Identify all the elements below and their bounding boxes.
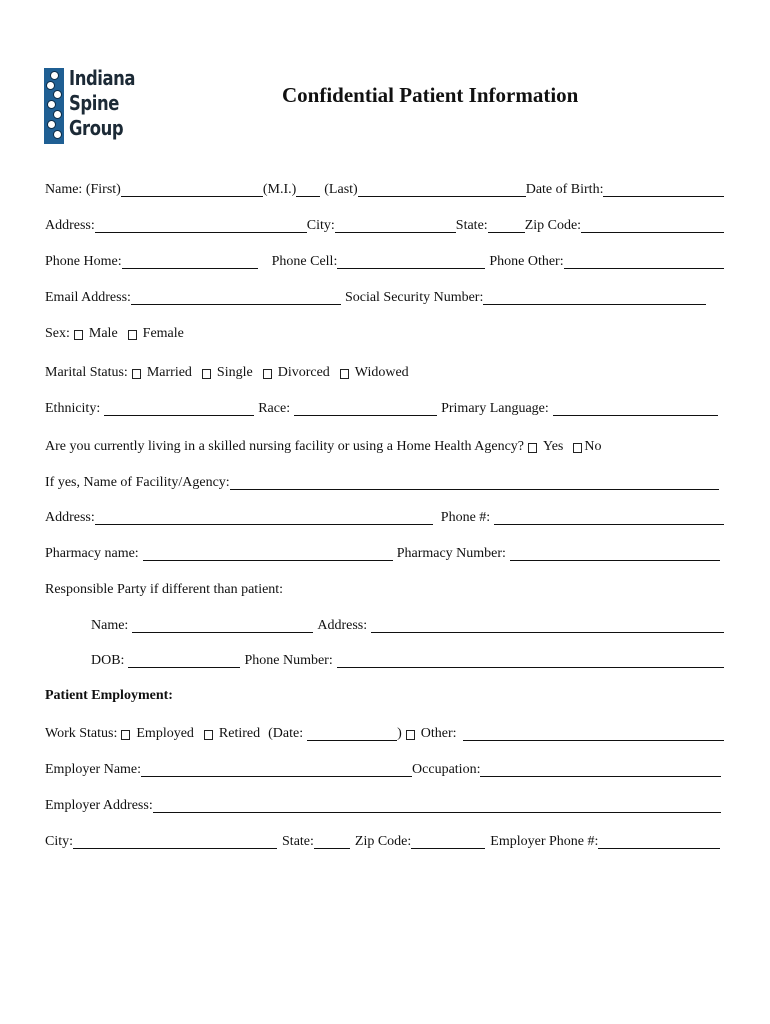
divorced-checkbox[interactable] [263, 369, 272, 379]
employer-zip-label: Zip Code: [354, 834, 412, 849]
single-checkbox[interactable] [202, 369, 211, 379]
employer-address-row [45, 796, 721, 816]
responsible-heading: Responsible Party if different than patient: [45, 582, 284, 597]
page-title: Confidential Patient Information [282, 83, 579, 107]
other-checkbox[interactable] [406, 730, 415, 740]
facility-phone-field[interactable] [494, 510, 724, 525]
phone-other-field[interactable] [564, 254, 724, 269]
city-field[interactable] [335, 218, 456, 233]
retired-date-field[interactable] [307, 726, 397, 741]
female-checkbox[interactable] [128, 330, 137, 340]
facility-name-row [45, 473, 719, 493]
facility-question-row [45, 437, 724, 457]
married-checkbox[interactable] [132, 369, 141, 379]
employer-zip-field[interactable] [411, 834, 485, 849]
responsible-name-field[interactable] [132, 618, 313, 633]
email-field[interactable] [131, 290, 341, 305]
last-name-field[interactable] [358, 182, 526, 197]
name-row [45, 180, 724, 200]
responsible-phone-field[interactable] [337, 653, 724, 668]
address-row [45, 216, 724, 236]
first-name-field[interactable] [121, 182, 263, 197]
responsible-dob-field[interactable] [128, 653, 240, 668]
employer-city-label: City: [45, 834, 74, 849]
ethnicity-field[interactable] [104, 401, 254, 416]
female-option-label: Female [142, 326, 184, 341]
ssn-label: Social Security Number: [344, 290, 484, 305]
retired-option-label: Retired [218, 726, 261, 741]
responsible-name-row [91, 616, 724, 636]
facility-address-label: Address: [45, 510, 95, 525]
phone-row [45, 252, 724, 272]
employer-city-field[interactable] [73, 834, 277, 849]
pharmacy-name-label: Pharmacy name: [45, 546, 139, 561]
phone-home-field[interactable] [122, 254, 258, 269]
marital-row [45, 363, 724, 383]
marital-label: Marital Status: [45, 365, 128, 380]
other-field[interactable] [463, 726, 724, 741]
zip-field[interactable] [581, 218, 724, 233]
pharmacy-number-field[interactable] [510, 546, 720, 561]
email-label: Email Address: [45, 290, 131, 305]
address-field[interactable] [95, 218, 307, 233]
retired-date-close: ) [397, 726, 402, 741]
facility-question: Are you currently living in a skilled nursing facility or using a Home Health Agency? [45, 439, 524, 454]
logo-wordmark: Indiana Spine Group [69, 66, 136, 140]
employer-phone-field[interactable] [598, 834, 720, 849]
zip-label: Zip Code: [524, 218, 582, 233]
middle-initial-label: (M.I.) [262, 182, 297, 197]
facility-yes-label: Yes [543, 439, 564, 454]
facility-address-field[interactable] [95, 510, 433, 525]
occupation-label: Occupation: [412, 762, 481, 777]
male-option-label: Male [88, 326, 118, 341]
last-name-label: (Last) [324, 182, 358, 197]
language-label: Primary Language: [441, 401, 549, 416]
facility-yes-checkbox[interactable] [528, 443, 537, 453]
first-name-label: Name: (First) [45, 182, 121, 197]
divorced-option-label: Divorced [277, 365, 330, 380]
responsible-name-label: Name: [91, 618, 129, 633]
phone-home-label: Phone Home: [45, 254, 122, 269]
work-status-row [45, 724, 724, 744]
employment-heading-row [45, 686, 724, 706]
responsible-dob-label: DOB: [91, 653, 125, 668]
facility-name-field[interactable] [230, 475, 719, 490]
employer-city-row [45, 832, 720, 852]
occupation-field[interactable] [480, 762, 721, 777]
single-option-label: Single [216, 365, 253, 380]
email-row [45, 288, 706, 308]
logo-spine-icon [44, 68, 64, 144]
employment-heading: Patient Employment: [45, 688, 173, 703]
pharmacy-row [45, 544, 720, 564]
other-label: Other: [420, 726, 457, 741]
state-field[interactable] [488, 218, 525, 233]
widowed-checkbox[interactable] [340, 369, 349, 379]
responsible-address-label: Address: [317, 618, 368, 633]
sex-row [45, 324, 724, 344]
facility-no-checkbox[interactable] [573, 443, 582, 453]
dob-label: Date of Birth: [525, 182, 604, 197]
employed-checkbox[interactable] [121, 730, 130, 740]
employer-state-field[interactable] [314, 834, 350, 849]
employer-state-label: State: [282, 834, 314, 849]
employer-name-row [45, 760, 721, 780]
language-field[interactable] [553, 401, 718, 416]
facility-no-label: No [584, 439, 602, 454]
city-label: City: [306, 218, 335, 233]
employer-name-field[interactable] [141, 762, 412, 777]
sex-label: Sex: [45, 326, 70, 341]
pharmacy-name-field[interactable] [143, 546, 393, 561]
ethnicity-row [45, 399, 718, 419]
work-status-label: Work Status: [45, 726, 118, 741]
facility-name-label: If yes, Name of Facility/Agency: [45, 475, 230, 490]
address-label: Address: [45, 218, 95, 233]
retired-checkbox[interactable] [204, 730, 213, 740]
retired-date-label: (Date: [268, 726, 304, 741]
responsible-phone-label: Phone Number: [244, 653, 333, 668]
ssn-field[interactable] [483, 290, 706, 305]
phone-cell-label: Phone Cell: [271, 254, 338, 269]
phone-cell-field[interactable] [337, 254, 485, 269]
male-checkbox[interactable] [74, 330, 83, 340]
facility-phone-label: Phone #: [440, 510, 491, 525]
employer-phone-label: Employer Phone #: [490, 834, 599, 849]
employer-address-label: Employer Address: [45, 798, 153, 813]
dob-field[interactable] [603, 182, 724, 197]
married-option-label: Married [146, 365, 192, 380]
middle-initial-field[interactable] [296, 182, 320, 197]
race-label: Race: [258, 401, 291, 416]
indiana-spine-group-logo [44, 68, 154, 146]
race-field[interactable] [294, 401, 437, 416]
widowed-option-label: Widowed [354, 365, 409, 380]
ethnicity-label: Ethnicity: [45, 401, 101, 416]
employed-option-label: Employed [136, 726, 194, 741]
facility-address-row [45, 508, 724, 528]
responsible-dob-row [91, 651, 724, 671]
pharmacy-number-label: Pharmacy Number: [396, 546, 506, 561]
state-label: State: [455, 218, 488, 233]
employer-name-label: Employer Name: [45, 762, 142, 777]
responsible-heading-row [45, 580, 724, 600]
responsible-address-field[interactable] [371, 618, 724, 633]
employer-address-field[interactable] [153, 798, 721, 813]
phone-other-label: Phone Other: [489, 254, 564, 269]
